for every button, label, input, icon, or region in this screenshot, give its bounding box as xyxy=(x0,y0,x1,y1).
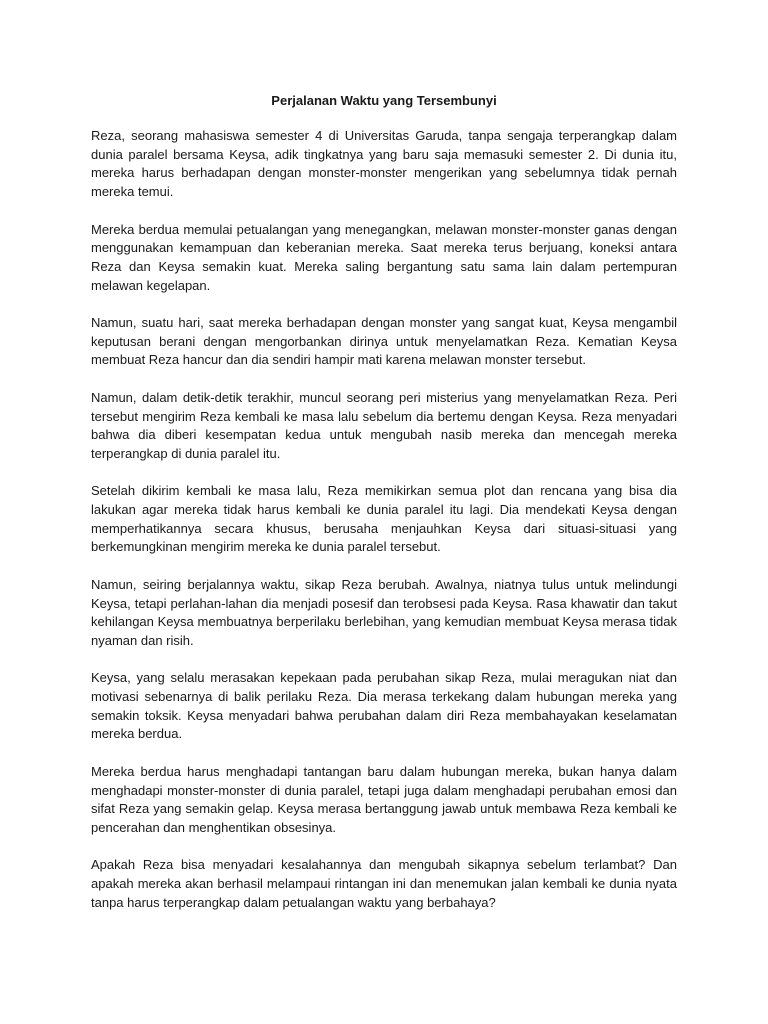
paragraph-6: Namun, seiring berjalannya waktu, sikap Reza berubah. Awalnya, niatnya tulus untuk melindungi Keysa, tetapi perlahan-lahan dia menjadi posesif dan terobsesi pada Keysa. Rasa khawatir dan takut kehilangan Keysa membuatnya berperilaku berlebihan, yang kemudian membuat Keysa merasa tidak nyaman dan risih. xyxy=(91,576,677,648)
document-title: Perjalanan Waktu yang Tersembunyi xyxy=(271,93,497,108)
paragraph-2: Mereka berdua memulai petualangan yang menegangkan, melawan monster-monster ganas dengan menggunakan kemampuan dan keberanian mereka. Saat mereka terus berjuang, koneksi antara Reza dan Keysa semakin kuat. Mereka saling bergantung satu sama lain dalam pertempuran melawan kegelapan. xyxy=(91,221,677,293)
paragraph-7: Keysa, yang selalu merasakan kepekaan pada perubahan sikap Reza, mulai meragukan niat dan motivasi sebenarnya di balik perilaku Reza. Dia merasa terkekang dalam hubungan mereka yang semakin toksik. Keysa menyadari bahwa perubahan dalam diri Reza membahayakan keselamatan mereka berdua. xyxy=(91,670,677,742)
paragraph-4: Namun, dalam detik-detik terakhir, muncul seorang peri misterius yang menyelamatkan Reza. Peri tersebut mengirim Reza kembali ke masa lalu sebelum dia bertemu dengan Keysa. Reza menyadari bahwa dia diberi kesempatan kedua untuk mengubah nasib mereka dan mencegah mereka terperangkap di dunia paralel itu. xyxy=(91,389,677,461)
paragraph-9: Apakah Reza bisa menyadari kesalahannya dan mengubah sikapnya sebelum terlambat? Dan apakah mereka akan berhasil melampaui rintangan ini dan menemukan jalan kembali ke dunia nyata tanpa harus terperangkap dalam petualangan waktu yang berbahaya? xyxy=(91,857,677,910)
paragraph-8: Mereka berdua harus menghadapi tantangan baru dalam hubungan mereka, bukan hanya dalam menghadapi monster-monster di dunia paralel, tetapi juga dalam menghadapi perubahan emosi dan sifat Reza yang semakin gelap. Keysa merasa bertanggung jawab untuk membawa Reza kembali ke pencerahan dan menghentikan obsesinya. xyxy=(91,763,677,835)
document-page xyxy=(91,92,677,931)
paragraph-5: Setelah dikirim kembali ke masa lalu, Reza memikirkan semua plot dan rencana yang bisa dia lakukan agar mereka tidak harus kembali ke dunia paralel itu lagi. Dia mendekati Keysa dengan memperhatikannya secara khusus, berusaha menjauhkan Keysa dari situasi-situasi yang berkemungkinan mengirim mereka ke dunia paralel tersebut. xyxy=(91,483,677,555)
paragraph-1: Reza, seorang mahasiswa semester 4 di Universitas Garuda, tanpa sengaja terperangkap dalam dunia paralel bersama Keysa, adik tingkatnya yang baru saja memasuki semester 2. Di dunia itu, mereka harus berhadapan dengan monster-monster mengerikan yang sebelumnya tidak pernah mereka temui. xyxy=(91,128,677,200)
paragraph-3: Namun, suatu hari, saat mereka berhadapan dengan monster yang sangat kuat, Keysa mengambil keputusan berani dengan mengorbankan dirinya untuk menyelamatkan Reza. Kematian Keysa membuat Reza hancur dan dia sendiri hampir mati karena melawan monster tersebut. xyxy=(91,315,677,368)
